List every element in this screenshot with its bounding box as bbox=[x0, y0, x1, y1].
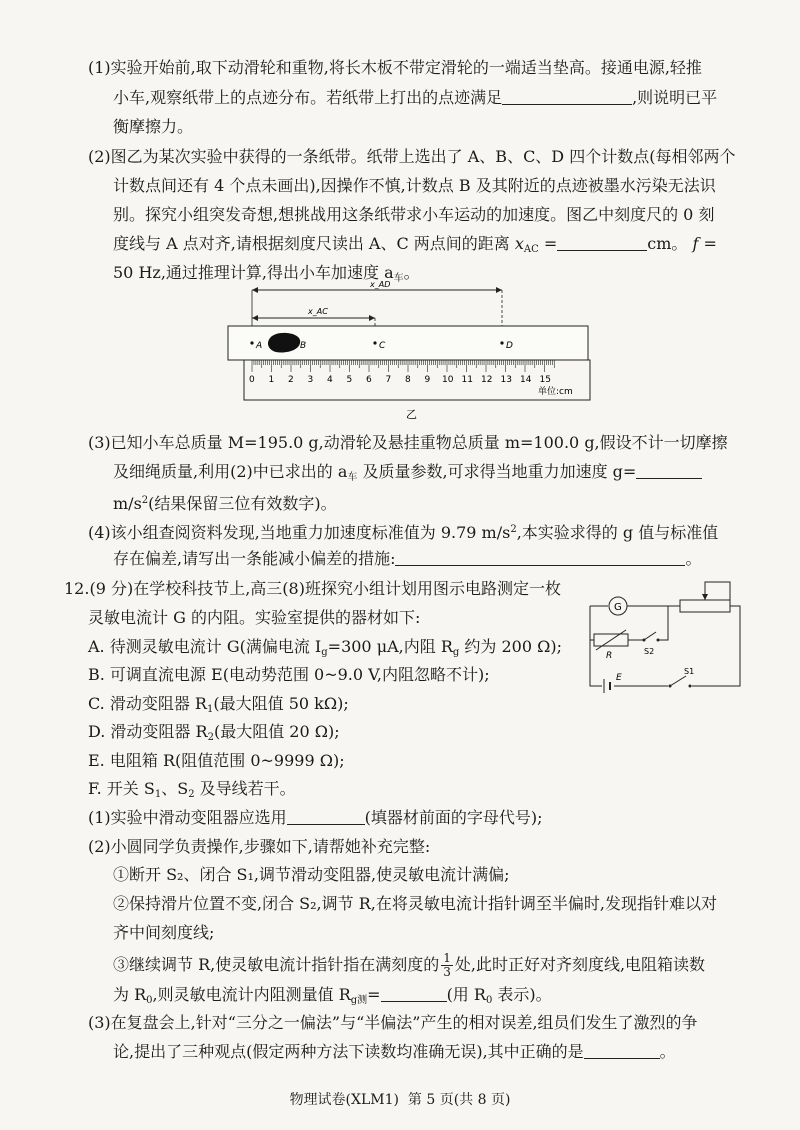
ruler-number: 6 bbox=[366, 375, 372, 385]
a-sub: 车 bbox=[347, 472, 358, 483]
q12-step1: ①断开 S₂、闭合 S₁,调节滑动变阻器,使灵敏电流计满偏; bbox=[113, 865, 510, 884]
sub-g: g bbox=[452, 647, 460, 658]
step3-text: ③继续调节 R,使灵敏电流计指针指在满刻度的 bbox=[113, 955, 440, 974]
sub-2: 2 bbox=[188, 789, 195, 800]
rheostat-icon bbox=[680, 600, 730, 612]
optA-mid: =300 μA,内阻 R bbox=[327, 637, 453, 656]
optA-text: A. 待测灵敏电流计 G(满偏电流 I bbox=[88, 637, 322, 656]
label-s2: S2 bbox=[644, 647, 655, 656]
label-r: R bbox=[606, 651, 613, 661]
circuit-diagram bbox=[580, 570, 750, 696]
q3-line2 bbox=[113, 462, 702, 488]
q12-step4 bbox=[113, 985, 552, 1011]
point-a bbox=[250, 341, 253, 344]
q1-text-end: ,则说明已平 bbox=[632, 88, 718, 107]
label-d: D bbox=[506, 341, 513, 351]
q12-step2-l1: ②保持滑片位置不变,闭合 S₂,调节 R,在将灵敏电流计指针调至半偏时,发现指针难以对 bbox=[113, 894, 717, 913]
step4-text2: ,则灵敏电流计内阻测量值 R bbox=[152, 985, 351, 1004]
ruler-number: 9 bbox=[424, 375, 431, 385]
q4-text: (4)该小组查阅资料发现,当地重力加速度标准值为 9.79 m/s bbox=[88, 523, 511, 542]
q12-optB: B. 可调直流电源 E(电动势范围 0~9.0 V,内阻忽略不计); bbox=[88, 665, 490, 684]
q4-line1 bbox=[88, 520, 718, 543]
ruler-number: 2 bbox=[288, 375, 294, 385]
q12-s3-l1: (3)在复盘会上,针对“三分之一偏法”与“半偏法”产生的相对误差,组员们发生了激烈的争 bbox=[88, 1013, 698, 1032]
arrow-right-icon bbox=[369, 315, 375, 321]
step4-end: 表示)。 bbox=[492, 985, 552, 1004]
arrow-left-icon bbox=[252, 287, 258, 293]
ruler-number: 12 bbox=[481, 375, 493, 385]
wire bbox=[658, 606, 668, 640]
figure-caption: 乙 bbox=[406, 408, 417, 420]
q1-text: 小车,观察纸带上的点迹分布。若纸带上打出的点迹满足 bbox=[113, 88, 503, 107]
label-b: B bbox=[300, 341, 307, 351]
answer-blank-rg[interactable] bbox=[381, 985, 447, 1002]
s3-end: 。 bbox=[659, 1042, 676, 1061]
sub-0: 0 bbox=[485, 995, 493, 1006]
fraction-one-third bbox=[441, 952, 453, 979]
point-d bbox=[500, 341, 503, 344]
answer-blank-rheostat[interactable] bbox=[287, 808, 365, 825]
ruler-number: 8 bbox=[405, 375, 411, 385]
a-sub: 车 bbox=[393, 273, 404, 284]
answer-blank-xac[interactable] bbox=[557, 234, 647, 251]
label-e: E bbox=[616, 673, 622, 683]
q12-s3-l2 bbox=[113, 1042, 676, 1062]
label-c: C bbox=[379, 341, 386, 351]
var-x-sub: AC bbox=[523, 244, 539, 255]
q4-text3: 存在偏差,请写出一条能减小偏差的措施: bbox=[113, 549, 396, 568]
step3-text2: 处,此时正好对齐刻度线,电阻箱读数 bbox=[454, 955, 706, 974]
q3-text: 及细绳质量,利用(2)中已求出的 a bbox=[113, 462, 348, 481]
sub-g: g bbox=[321, 647, 328, 658]
q4-line2 bbox=[113, 549, 702, 569]
gap bbox=[668, 678, 692, 694]
q1-line1: (1)实验开始前,取下动滑轮和重物,将长木板不带定滑轮的一端适当垫高。接通电源,轻推 bbox=[88, 58, 702, 77]
sub-0: 0 bbox=[146, 995, 153, 1006]
q12-head2: 灵敏电流计 G 的内阻。实验室提供的器材如下: bbox=[88, 608, 421, 627]
q1-line3: 衡摩擦力。 bbox=[113, 117, 194, 136]
optA-end: 约为 200 Ω); bbox=[459, 637, 562, 656]
sup-2: 2 bbox=[510, 524, 517, 535]
q3-text3: (结果保留三位有效数字)。 bbox=[148, 494, 337, 513]
q3-line3 bbox=[113, 491, 337, 514]
optF-end: 及导线若干。 bbox=[194, 779, 296, 798]
label-g: G bbox=[614, 602, 622, 613]
switch-s2-icon bbox=[644, 632, 656, 640]
q12-step3 bbox=[113, 952, 705, 979]
ruler-number: 10 bbox=[442, 375, 454, 385]
q2-text5: 50 Hz,通过推理计算,得出小车加速度 a bbox=[113, 263, 394, 282]
label-a: A bbox=[256, 341, 263, 351]
q12-optA bbox=[88, 637, 562, 663]
ruler-number: 5 bbox=[346, 375, 353, 385]
q12-s1 bbox=[88, 808, 543, 828]
eq: = bbox=[367, 985, 381, 1004]
ruler-number: 7 bbox=[385, 375, 392, 385]
q2-line2: 计数点间还有 4 个点未画出),因操作不慎,计数点 B 及其附近的点迹被墨水污染无法识 bbox=[113, 176, 716, 195]
q2-line4 bbox=[113, 234, 717, 260]
sub-1: 1 bbox=[154, 789, 162, 800]
eq: = bbox=[538, 234, 558, 253]
q12-optE: E. 电阻箱 R(阻值范围 0~9999 Ω); bbox=[88, 751, 345, 770]
q2-text: 度线与 A 点对齐,请根据刻度尺读出 A、C 两点间的距离 bbox=[113, 234, 515, 253]
q4-text2: ,本实验求得的 g 值与标准值 bbox=[516, 523, 719, 542]
sup-2: 2 bbox=[141, 495, 149, 506]
unit-cm: cm。 bbox=[647, 234, 688, 253]
q1-line2 bbox=[113, 88, 717, 108]
optD-text: D. 滑动变阻器 R bbox=[88, 722, 208, 741]
optF-mid: 、S bbox=[161, 779, 189, 798]
unit-ms: m/s bbox=[113, 494, 142, 513]
page-footer: 物理试卷(XLM1) 第 5 页(共 8 页) bbox=[289, 1092, 511, 1108]
label-s1: S1 bbox=[684, 667, 695, 676]
q12-head1: 12.(9 分)在学校科技节上,高三(8)班探究小组计划用图示电路测定一枚 bbox=[64, 579, 561, 598]
ruler-number: 3 bbox=[307, 375, 314, 385]
s1-text: (1)实验中滑动变阻器应选用 bbox=[88, 808, 287, 827]
ruler-number: 1 bbox=[268, 375, 275, 385]
q3-text2: 及质量参数,可求得当地重力加速度 g= bbox=[357, 462, 637, 481]
slider-arrow-icon bbox=[702, 594, 708, 600]
q4-end: 。 bbox=[685, 549, 702, 568]
q2-end: 。 bbox=[403, 263, 420, 282]
arrow-right-icon bbox=[496, 287, 502, 293]
ruler-number: 0 bbox=[249, 375, 255, 385]
f-eq: f = bbox=[692, 234, 717, 253]
sub-g-measured: g测 bbox=[350, 995, 368, 1006]
arrow-left-icon bbox=[252, 315, 258, 321]
sub-2: 2 bbox=[207, 732, 214, 743]
q12-optD bbox=[88, 722, 340, 748]
point-c bbox=[373, 341, 376, 344]
s3-text: 论,提出了三种观点(假定两种方法下读数均准确无误),其中正确的是 bbox=[113, 1042, 584, 1061]
var-x: x bbox=[514, 234, 524, 253]
xac-label: x_AC bbox=[308, 307, 328, 316]
paper-tape-figure bbox=[220, 280, 600, 420]
optC-end: (最大阻值 50 kΩ); bbox=[213, 694, 349, 713]
answer-blank-1[interactable] bbox=[502, 88, 632, 105]
s1-text2: (填器材前面的字母代号); bbox=[364, 808, 543, 827]
sub-1: 1 bbox=[206, 704, 214, 715]
ruler-number: 14 bbox=[520, 375, 532, 385]
step4-text3: (用 R bbox=[446, 985, 486, 1004]
q12-optC bbox=[88, 694, 349, 720]
ruler-number: 15 bbox=[539, 375, 551, 385]
xad-label: x_AD bbox=[370, 280, 391, 289]
q12-s2-head: (2)小圆同学负责操作,步骤如下,请帮她补充完整: bbox=[88, 837, 431, 856]
frac-num: 1 bbox=[443, 951, 451, 965]
q2-line3: 别。探究小组突发奇想,想挑战用这条纸带求小车运动的加速度。图乙中刻度尺的 0 刻 bbox=[113, 205, 715, 224]
ruler-number: 4 bbox=[327, 375, 333, 385]
ruler-number: 11 bbox=[461, 375, 473, 385]
ruler-unit: 单位:cm bbox=[538, 387, 573, 397]
switch-contact-icon bbox=[689, 685, 692, 688]
q3-line1: (3)已知小车总质量 M=195.0 g,动滑轮及悬挂重物总质量 m=100.0 g,假设不计一切摩擦 bbox=[88, 433, 728, 452]
answer-blank-measure[interactable] bbox=[395, 549, 685, 566]
q2-line1: (2)图乙为某次实验中获得的一条纸带。纸带上选出了 A、B、C、D 四个计数点(每相邻两个 bbox=[88, 147, 736, 166]
step4-text: 为 R bbox=[113, 985, 147, 1004]
optF-text: F. 开关 S bbox=[88, 779, 155, 798]
optC-text: C. 滑动变阻器 R bbox=[88, 694, 207, 713]
q12-optF bbox=[88, 779, 296, 805]
optD-end: (最大阻值 20 Ω); bbox=[213, 722, 340, 741]
answer-blank-g[interactable] bbox=[636, 462, 702, 479]
frac-den: 3 bbox=[443, 965, 451, 979]
q12-step2-l2: 齐中间刻度线; bbox=[113, 923, 215, 942]
answer-blank-correct[interactable] bbox=[584, 1042, 660, 1059]
ruler-number: 13 bbox=[500, 375, 512, 385]
